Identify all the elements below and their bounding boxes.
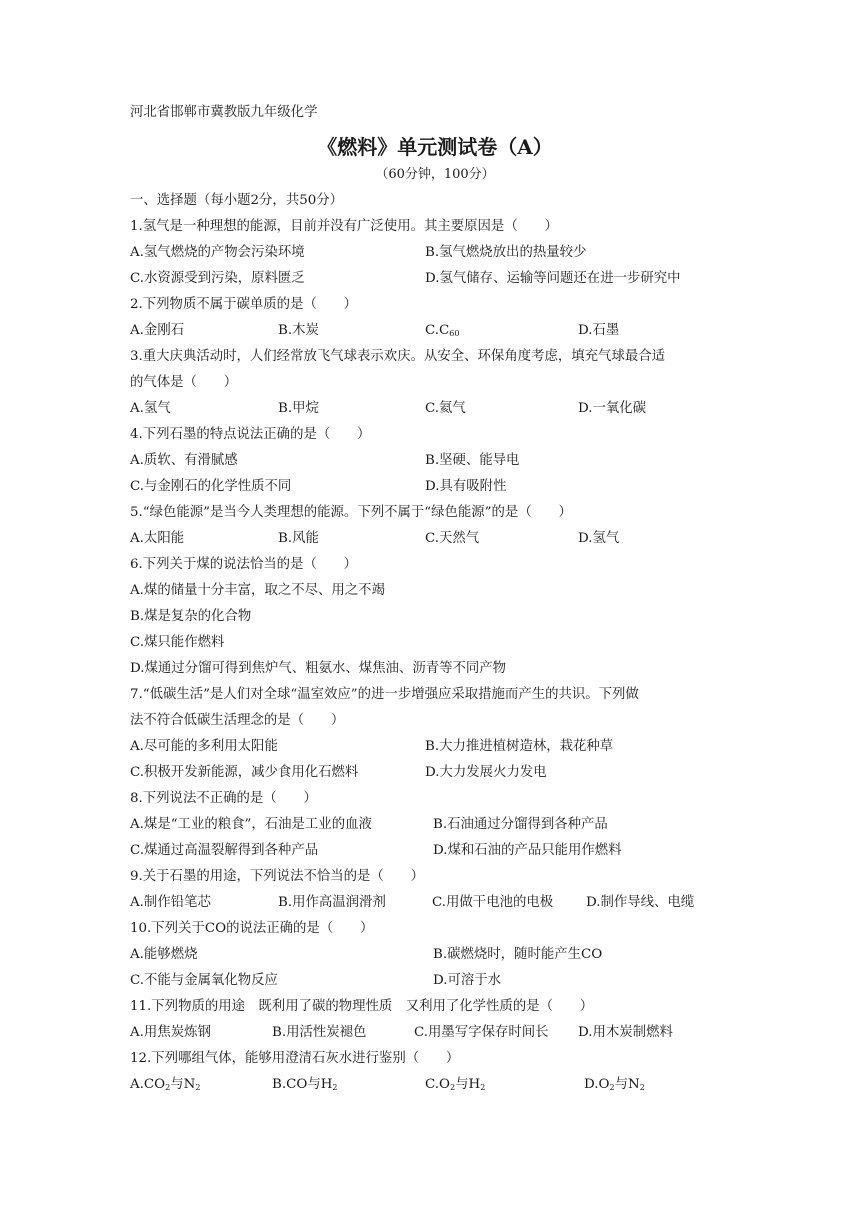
option-d: D.煤和石油的产品只能用作燃料	[433, 843, 622, 858]
option-b: B.木炭	[278, 323, 319, 338]
option-b: B.风能	[278, 531, 319, 546]
question-3-stem: 3.重大庆典活动时，人们经常放飞气球表示欢庆。从安全、环保角度考虑，填充气球最合适	[130, 349, 666, 364]
option-c: C.煤通过高温裂解得到各种产品	[130, 843, 319, 858]
option-b: B.大力推进植树造林，栽花种草	[425, 739, 614, 754]
option-d: D.一氧化碳	[578, 401, 647, 416]
option-b: B.氢气燃烧放出的热量较少	[425, 245, 587, 260]
option-b: B.CO与$H_2$	[272, 1077, 338, 1092]
option-c: C.天然气	[425, 531, 480, 546]
option-b: B.碳燃烧时，随时能产生CO	[433, 947, 603, 962]
option-a: A.尽可能的多利用太阳能	[130, 739, 278, 754]
option-a: A.用焦炭炼钢	[130, 1025, 211, 1040]
option-b: B.坚硬、能导电	[425, 453, 520, 468]
option-d: D.石墨	[578, 323, 620, 338]
option-d: $D.O_2$与$N_2$	[584, 1077, 645, 1092]
question-1-stem: 1.氢气是一种理想的能源，目前并没有广泛使用。其主要原因是（ ）	[130, 219, 558, 234]
option-d: D.氢气	[578, 531, 620, 546]
option-c: C.与金刚石的化学性质不同	[130, 479, 292, 494]
option-d: D.可溶于水	[433, 973, 502, 988]
option-b: B.石油通过分馏得到各种产品	[433, 817, 608, 832]
option-d: D.氢气储存、运输等问题还在进一步研究中	[425, 271, 681, 286]
option-c: C.积极开发新能源，减少食用化石燃料	[130, 765, 359, 780]
page-title: 《燃料》单元测试卷（A）	[317, 135, 553, 159]
question-8-stem: 8.下列说法不正确的是（ ）	[130, 791, 317, 806]
option-d: D.具有吸附性	[425, 479, 507, 494]
question-11-options	[130, 1020, 740, 1046]
question-10-stem: 10.下列关于CO的说法正确的是（ ）	[130, 921, 374, 936]
question-10-options-row-1	[130, 942, 740, 968]
option-b: B.甲烷	[278, 401, 319, 416]
option-c: C.用做干电池的电极	[432, 895, 554, 910]
option-a: A.太阳能	[130, 531, 185, 546]
option-c: C.煤只能作燃料	[130, 635, 225, 650]
page-subtitle: （60分钟，100分）	[375, 167, 495, 182]
option-c: $C.O_2$与$H_2$	[425, 1077, 486, 1092]
question-1-options-row-1	[130, 240, 740, 266]
question-7-stem-cont: 法不符合低碳生活理念的是（ ）	[130, 713, 345, 728]
question-7-options-row-2	[130, 760, 740, 786]
option-a: A.金刚石	[130, 323, 185, 338]
option-c: C.氦气	[425, 401, 466, 416]
option-d: D.煤通过分馏可得到焦炉气、粗氨水、煤焦油、沥青等不同产物	[130, 661, 507, 676]
question-2-options	[130, 318, 740, 344]
option-a: A.煤是“工业的粮食”，石油是工业的血液	[130, 817, 372, 832]
option-a: $A.CO_2$与$N_2$	[130, 1077, 201, 1092]
option-d: D.制作导线、电缆	[586, 895, 695, 910]
question-7-options-row-1	[130, 734, 740, 760]
question-8-options-row-1	[130, 812, 740, 838]
question-12-stem: 12.下列哪组气体，能够用澄清石灰水进行鉴别（ ）	[130, 1051, 460, 1066]
option-c: C.不能与金属氧化物反应	[130, 973, 278, 988]
option-a: A.能够燃烧	[130, 947, 198, 962]
question-12-options	[130, 1072, 740, 1098]
header-text: 河北省邯郸市冀教版九年级化学	[130, 105, 318, 120]
option-a: A.氢气燃烧的产物会污染环境	[130, 245, 305, 260]
section-heading: 一、选择题（每小题2分，共50分）	[130, 193, 344, 208]
option-c: C.用墨写字保存时间长	[414, 1025, 549, 1040]
question-3-options	[130, 396, 740, 422]
option-c: $C.C_{60}$	[425, 323, 460, 338]
question-2-stem: 2.下列物质不属于碳单质的是（ ）	[130, 297, 358, 312]
option-b: B.煤是复杂的化合物	[130, 609, 252, 624]
question-4-options-row-1	[130, 448, 740, 474]
question-1-options-row-2	[130, 266, 740, 292]
question-11-stem: 11.下列物质的用途 既利用了碳的物理性质 又利用了化学性质的是（ ）	[130, 999, 594, 1014]
question-4-options-row-2	[130, 474, 740, 500]
question-8-options-row-2	[130, 838, 740, 864]
question-5-stem: 5.“绿色能源”是当今人类理想的能源。下列不属于“绿色能源”的是（ ）	[130, 505, 572, 520]
question-4-stem: 4.下列石墨的特点说法正确的是（ ）	[130, 427, 371, 442]
option-c: C.水资源受到污染，原料匮乏	[130, 271, 305, 286]
option-a: A.制作铅笔芯	[130, 895, 211, 910]
question-3-stem-cont: 的气体是（ ）	[130, 375, 238, 390]
option-a: A.质软、有滑腻感	[130, 453, 238, 468]
question-10-options-row-2	[130, 968, 740, 994]
option-a: A.煤的储量十分丰富，取之不尽、用之不竭	[130, 583, 385, 598]
exam-page	[130, 100, 740, 1098]
question-9-stem: 9.关于石墨的用途，下列说法不恰当的是（ ）	[130, 869, 424, 884]
question-6-stem: 6.下列关于煤的说法恰当的是（ ）	[130, 557, 358, 572]
question-9-options	[130, 890, 740, 916]
option-a: A.氢气	[130, 401, 171, 416]
option-d: D.用木炭制燃料	[578, 1025, 673, 1040]
option-b: B.用活性炭褪色	[272, 1025, 367, 1040]
option-d: D.大力发展火力发电	[425, 765, 547, 780]
question-5-options	[130, 526, 740, 552]
option-b: B.用作高温润滑剂	[278, 895, 386, 910]
question-7-stem: 7.“低碳生活”是人们对全球“温室效应”的进一步增强应采取措施而产生的共识。下列做	[130, 687, 639, 702]
